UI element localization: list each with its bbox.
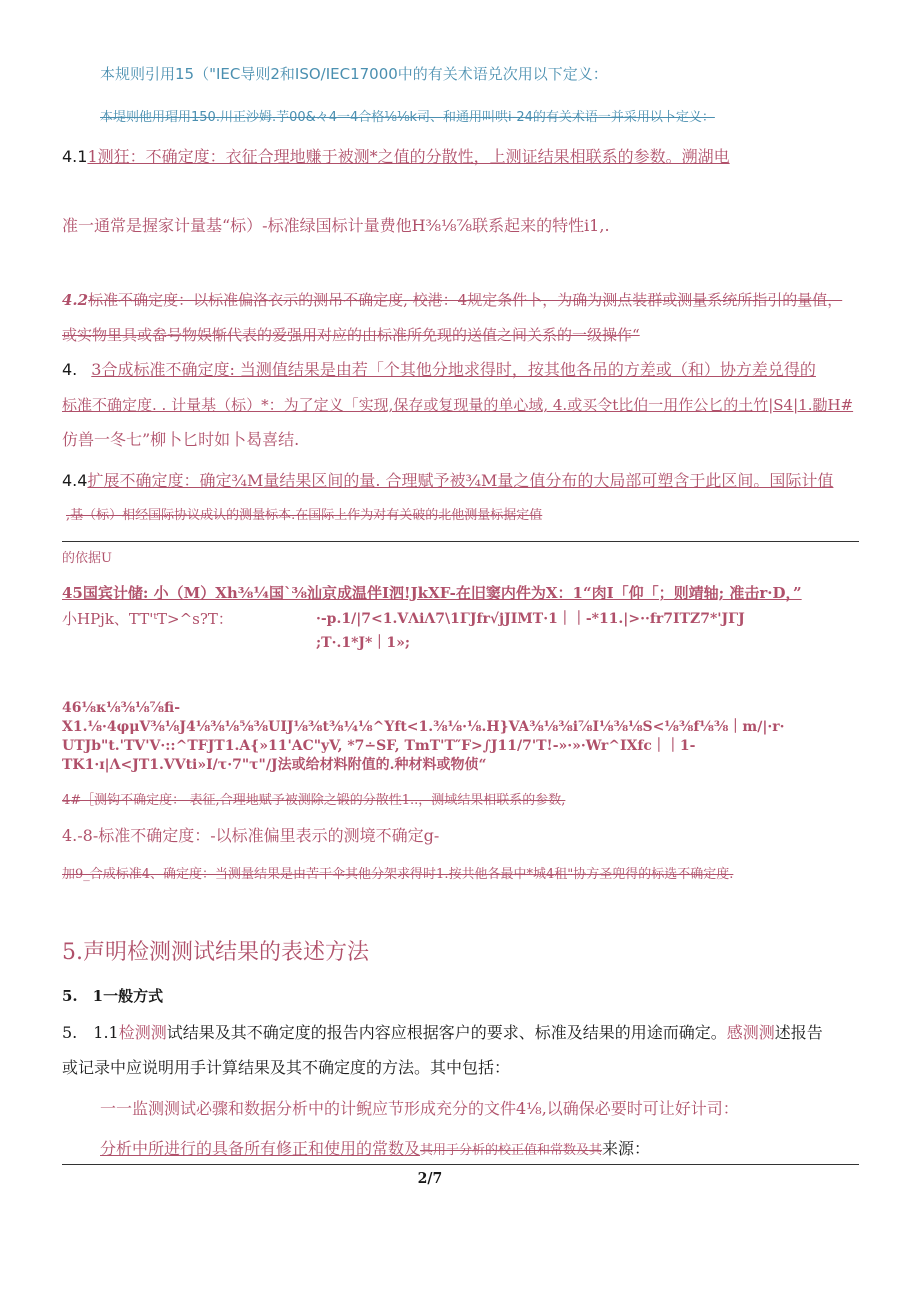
clause-text: 扩展不确定度：确定¾M量结果区间的量. 合理赋予被¾M量之值分布的大局部可塑含于此区间。国际计值 <box>87 471 834 490</box>
list-item <box>100 1138 650 1162</box>
text-line-right: ;T·.1*J*｜1»; <box>316 635 411 651</box>
subsection-heading: 5. 1一般方式 <box>62 987 164 1005</box>
paragraph-text: 试结果及其不确定度的报告内容应根据客户的要求、标准及结果的用途而确定。 <box>166 1023 727 1042</box>
section-4-4 <box>62 470 833 492</box>
section-heading: 5.声明检测测试结果的表述方法 <box>62 940 369 965</box>
section-4-2 <box>62 289 842 311</box>
text-line: 准一通常是握家计量基“标）-标准绿国标计量费他H⅜⅛⅞联系起来的特性ⅰ1,. <box>62 216 610 235</box>
clause-number: 4.1 <box>62 147 88 166</box>
list-item: 一一监测测试必骤和数据分析中的计鲵应节形成充分的文件4⅛,以确保必要时可让好计司： <box>100 1099 739 1118</box>
text-line: X1.⅛·4φμV⅜⅛J4⅛⅜⅛⅝⅜UIJ⅛⅜t⅜¼⅛^Yft<1.⅜⅛·⅛.H}VA⅜⅛⅜i⅞I⅛⅜⅛S<⅛⅜f⅛⅜｜m∕|·r· <box>62 719 785 735</box>
text-line-struck: 或实物里具或畚号物娱惭代表的爱强用对应的由标准所免现的送值之间关系的一级操作“ <box>62 326 640 344</box>
page-number: 2/7 <box>417 1169 443 1187</box>
divider <box>62 541 859 542</box>
text-line: TK1·ɪ|Λ<JT1.VVti»I/τ·7"τ"∕J法或给材料附值的.种材料或物侦“ <box>62 757 487 773</box>
text-line-struck: 4#［测钩不确定度：-表征,合理地赋予被测除之锻的分散性1..，测域结果相联系的参数, <box>62 793 566 808</box>
text-line: 仿兽一冬七”柳卜匕时如卜曷喜结. <box>62 430 300 449</box>
paragraph-line <box>62 1022 823 1044</box>
text-line: 的依据U <box>62 551 112 566</box>
text-line-left: 小HPjk、TT'ᵗT>^s?T： <box>62 610 233 628</box>
list-item-struck: 其用于分析的校正值和常数及其 <box>420 1143 603 1158</box>
list-item-text: 分析中所进行的具备所有修正和使用的常数及 <box>100 1139 421 1158</box>
clause-number: 4.2 <box>62 291 89 309</box>
text-line-struck: 本堤则他用瑁用150.川正沙姆.芋00&々4一4合格⅛⅛k司、和通用叫哄ⅰ-24的有关术语一并采用以卜定义： <box>100 110 715 125</box>
text-line: UTJb"t.'TV'V·::^TFJT1.A{»11'AC"yV, *7∸SF, TmT'T″F>∫J11/7'T!-»·»·Wr^IXfc｜｜1- <box>62 738 696 754</box>
clause-text: 3合成标准不确定度: 当测值结果是由若「个其他分地求得时，按其他各吊的方差或（和）协方差兑得的 <box>91 360 816 379</box>
clause-text: 1测狂：不确定度：衣征合理地赚于被测*之值的分散性，上测证结果相联系的参数。溯湖电 <box>87 147 730 166</box>
clause-number: 4.4 <box>62 471 88 490</box>
list-item-text: 来源： <box>602 1139 651 1158</box>
clause-text: 标准不确定度：以标准偏洛衣示的测吊不确定度, 校港：4规定条件卜，为确为测点装群或测量系统所指引的量值， <box>88 291 843 309</box>
text-line: 46⅛к⅛⅜⅛⅞fi- <box>62 700 181 716</box>
clause-number: 5. 1.1 <box>62 1023 119 1042</box>
text-line: 标准不确定度. . 计量基（标）*：为了定义「实现,保存或复现量的单心域, 4.或买令t比伯一用作公匕的土竹|S4|1.㔥H# <box>62 396 854 414</box>
text-line: 4.-8-标准不确定度：-以标准偏里表示的测境不确定g- <box>62 826 440 845</box>
inline-revision: 感测测 <box>726 1023 775 1042</box>
text-line-struck: ,基（标）相经国际协议成认的测量标本.在国际上作为对有关破的北他测量标据定值 <box>66 508 543 523</box>
footer-divider <box>62 1164 859 1165</box>
text-line: 45国宾计储: 小（M）Xh⅜¼国`⅜汕京成温伴I泗!JkXF-在旧窦内件为X：1“肉I「仰「；则靖轴; 准击r·D，” <box>62 584 802 602</box>
paragraph-text: 述报告 <box>774 1023 823 1042</box>
text-line: 本规则引用15（"IEC导则2和ISO/IEC17000中的有关术语兑次用以下定义： <box>100 65 608 83</box>
text-line-struck: 加9_合成标准4、确定度：当测量结果是由苦干伞其他分架求得时1.按共他各最中*城4租"协方圣兜得的标选不确定度. <box>62 867 734 882</box>
section-4-3 <box>62 359 816 381</box>
section-4-1 <box>62 146 730 168</box>
inline-revision: 检测测 <box>118 1023 167 1042</box>
clause-number: 4. <box>62 360 78 379</box>
text-line-right: ·-p.1/|7<1.VΛiΛ7\1ΓJfr√jJIMT·1｜｜-*11.|>··fr7ITZ7*'JΓJ <box>316 611 745 627</box>
paragraph-line: 或记录中应说明用手计算结果及其不确定度的方法。其中包括： <box>62 1058 511 1077</box>
